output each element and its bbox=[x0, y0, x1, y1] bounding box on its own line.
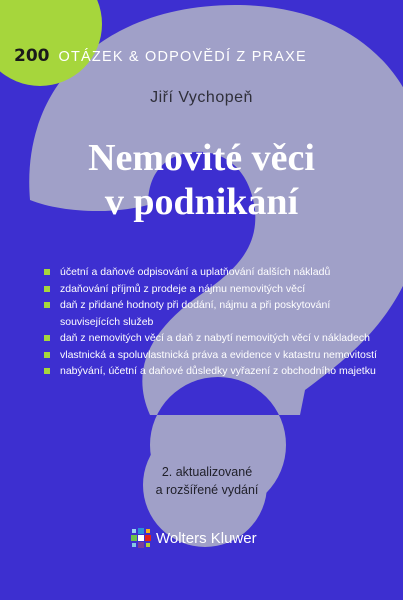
series-number: 200 bbox=[14, 46, 50, 66]
topic-item: vlastnická a spoluvlastnická práva a evidence v katastru nemovitostí bbox=[44, 347, 384, 364]
publisher-name: Wolters Kluwer bbox=[156, 529, 257, 547]
author-name: Jiří Vychopeň bbox=[150, 89, 253, 106]
topic-list bbox=[44, 264, 384, 380]
book-title-line-2: v podnikání bbox=[104, 181, 299, 223]
book-title-line-1: Nemovité věci bbox=[88, 137, 315, 179]
topic-item: účetní a daňové odpisování a uplatňování dalších nákladů bbox=[44, 264, 384, 281]
edition-note bbox=[137, 463, 277, 499]
topic-item: daň z nemovitých věcí a daň z nabytí nemovitých věcí v nákladech bbox=[44, 330, 384, 347]
series-title: OTÁZEK & ODPOVĚDÍ Z PRAXE bbox=[58, 49, 307, 65]
series-banner bbox=[14, 46, 307, 66]
topic-item: daň z přidané hodnoty při dodání, nájmu a při poskytování souvisejících služeb bbox=[44, 297, 384, 330]
topic-item: zdaňování příjmů z prodeje a nájmu nemovitých věcí bbox=[44, 281, 384, 298]
book-title bbox=[0, 136, 403, 224]
topic-item: nabývání, účetní a daňové důsledky vyřazení z obchodního majetku bbox=[44, 363, 384, 380]
wolters-kluwer-logo-icon bbox=[130, 527, 152, 549]
publisher bbox=[130, 527, 257, 549]
edition-line-1: 2. aktualizované bbox=[161, 465, 253, 479]
edition-line-2: a rozšířené vydání bbox=[155, 483, 259, 497]
